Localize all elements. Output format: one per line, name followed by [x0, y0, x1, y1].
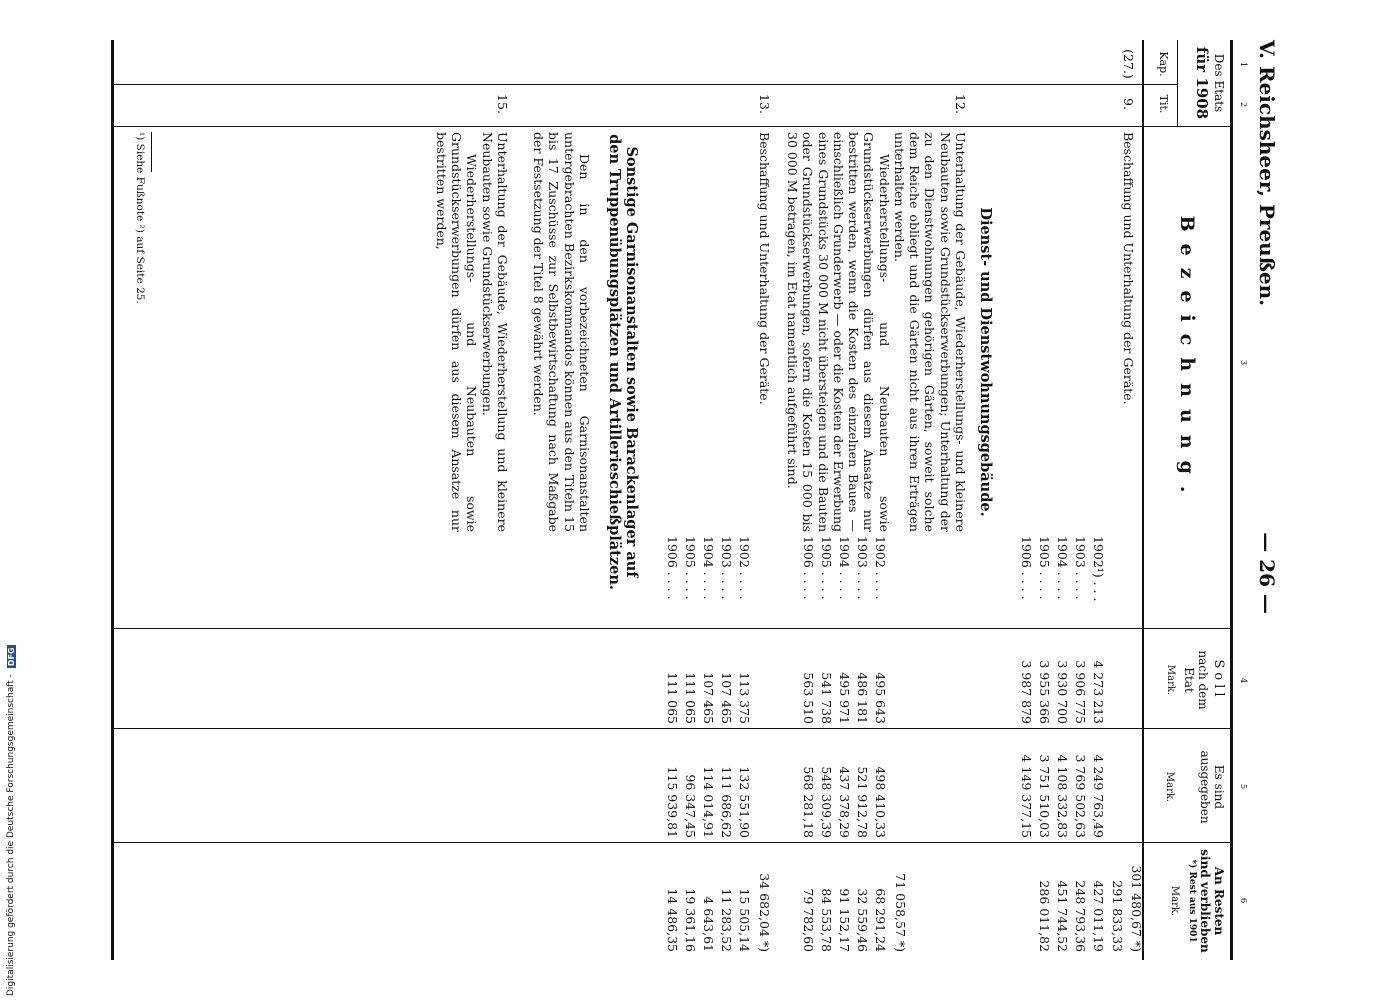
- rest-value: 34 682,04 *): [757, 873, 772, 952]
- header-etat-line: Des Etats: [1212, 53, 1226, 113]
- ausgegeben-value: 498 410,33: [873, 766, 888, 838]
- column-rule: [112, 84, 1178, 85]
- rest-value: 19 361,16: [683, 888, 698, 952]
- ausgegeben-value: 548 309,39: [819, 766, 834, 838]
- header-ausgegeben: [1163, 732, 1226, 842]
- year-label: 1903 . . . .: [1073, 536, 1088, 600]
- year-label: 1904 . . . .: [1055, 536, 1070, 600]
- lit-number: 9.: [1121, 98, 1136, 110]
- header-soll-line: nach dem: [1196, 650, 1211, 710]
- chapter-title: V. Reichsheer, Preußen.: [1255, 40, 1279, 307]
- ausgegeben-value: 3 751 510,03: [1037, 754, 1052, 838]
- column-number: 3: [1239, 360, 1248, 366]
- header-aus-line: ausgegeben: [1197, 750, 1212, 824]
- ausgegeben-value: 3 769 502,63: [1073, 754, 1088, 838]
- year-label: 1903 . . . .: [719, 536, 734, 600]
- footnote-rule: [151, 132, 152, 172]
- column-rule: [112, 842, 1233, 843]
- year-label: 1905 . . . .: [1037, 536, 1052, 600]
- year-label: 1902¹) . . .: [1091, 536, 1106, 602]
- column-numbers: [1236, 40, 1248, 960]
- ausgegeben-value: 132 551,90: [737, 766, 752, 838]
- header-bottom-rule: [1142, 40, 1144, 960]
- year-label: 1904 . . . .: [701, 536, 716, 600]
- row-description: Beschaffung und Unterhaltung der Geräte.: [757, 132, 772, 405]
- running-head: [1252, 40, 1282, 960]
- year-label: 1905 . . . .: [683, 536, 698, 600]
- ausgegeben-value: 4 108 332,83: [1055, 754, 1070, 838]
- row-description-text: Wiederherstellungs- und Neubauten sowie Grundstückserwerbungen dürfen aus diesem Ansatze nur bestritten werden, wenn die Kosten des einzelnen Baues — einschließlich Grunderwerb — oder die Kosten der Erwerbung eines Grundstücks 30 000 M nicht übersteigen und die Bauten oder Grundstückserwerbungen, sofern die Kosten 15 000 bis 30 000 M betragen, im Etat namentlich aufgeführt sind.: [785, 132, 892, 532]
- soll-value: 541 738: [819, 672, 834, 724]
- rest-value: 14 486,35: [665, 888, 680, 952]
- document-page: [100, 40, 1290, 980]
- soll-value: 113 375: [737, 672, 752, 724]
- rest-value: 427 011,19: [1091, 880, 1106, 952]
- soll-value: 495 971: [837, 672, 852, 724]
- lit-number: 15.: [495, 94, 510, 114]
- column-rule: [112, 126, 1233, 127]
- rest-value: 84 553,78: [819, 888, 834, 952]
- rest-value: 32 559,46: [855, 888, 870, 952]
- rest-value: 291 833,33: [1110, 880, 1125, 952]
- rest-value: 15 505,14: [737, 888, 752, 952]
- soll-value: 107 465: [719, 672, 734, 724]
- soll-value: 107 465: [701, 672, 716, 724]
- soll-value: 495 643: [873, 672, 888, 724]
- header-aus-unit: Mark.: [1164, 771, 1176, 803]
- row-description-text: Unterhaltung der Gebäude, Wiederherstellungs- und kleinere Neubauten sowie Grundstückserwerbungen; Unterhaltung der zu den Dienstwohnungen gehörigen Gärten, soweit solche dem Reiche obliegt und die Gärten nicht aus ihren Erträgen unterhalten werden.: [892, 132, 968, 532]
- soll-value: 3 930 700: [1055, 660, 1070, 724]
- row-description-text: Den in den vorbezeichneten Garnisonanstalten untergebrachten Bezirkskommandos können aus den Titeln 15 bis 17 Zuschüsse zur Selbstbewirtschaftung nach Maßgabe der Festsetzung der Titel 8 gewährt werden.: [531, 132, 592, 532]
- column-number: 6: [1239, 898, 1248, 904]
- column-number: 1: [1239, 62, 1248, 68]
- page-number: — 26 —: [1255, 532, 1279, 614]
- rest-value: 71 058,57 *): [893, 873, 908, 952]
- ausgegeben-value: 4 149 377,15: [1019, 754, 1034, 838]
- kap-number: (27.): [1121, 49, 1136, 79]
- table-header: [1144, 40, 1230, 960]
- ausgegeben-value: 4 249 763,49: [1091, 754, 1106, 838]
- ausgegeben-value: 568 281,18: [801, 766, 816, 838]
- soll-value: 3 906 775: [1073, 660, 1088, 724]
- ausgegeben-value: 437 378,29: [837, 766, 852, 838]
- ausgegeben-value: 111 686,62: [719, 766, 734, 838]
- dfg-logo: DFG: [6, 647, 16, 667]
- header-rest-line: An Resten: [1212, 866, 1226, 936]
- header-bezeichnung: Bezeichnung.: [1176, 215, 1198, 505]
- header-soll-line: Etat: [1182, 667, 1197, 693]
- column-rule: [112, 628, 1233, 629]
- row-description-text: Wiederherstellungs- und Neubauten sowie Grundstückserwerbungen dürfen aus diesem Ansatze nur bestritten werden,: [434, 132, 480, 532]
- rest-value: 301 480,67 *): [1129, 865, 1144, 952]
- soll-value: 486 181: [855, 672, 870, 724]
- rest-value: 91 152,17: [837, 888, 852, 952]
- header-etat: [1192, 44, 1226, 122]
- rest-value: 286 011,82: [1037, 880, 1052, 952]
- soll-value: 3 955 366: [1037, 660, 1052, 724]
- header-soll-line: Soll: [1211, 659, 1226, 701]
- soll-value: 563 510: [801, 672, 816, 724]
- year-label: 1903 . . . .: [855, 536, 870, 600]
- row-description: [434, 132, 510, 532]
- ausgegeben-value: 115 939,81: [665, 766, 680, 838]
- section-heading: Dienst- und Dienstwohnungsgebäude.: [977, 207, 994, 517]
- ausgegeben-value: 521 912,78: [855, 766, 870, 838]
- header-soll: [1164, 632, 1226, 728]
- header-rest-unit: Mark.: [1169, 885, 1181, 917]
- year-label: 1902 . . . .: [737, 536, 752, 600]
- header-reste: [1168, 846, 1226, 956]
- credit-text: Digitalisierung gefördert durch die Deutsche Forschungsgemeinschaft -: [6, 674, 16, 996]
- header-aus-line: Es sind: [1212, 764, 1226, 810]
- soll-value: 3 987 879: [1019, 660, 1034, 724]
- year-label: 1904 . . . .: [837, 536, 852, 600]
- rest-value: 79 782,60: [801, 888, 816, 952]
- soll-value: 111 065: [665, 672, 680, 724]
- ausgegeben-value: 96 347,45: [683, 774, 698, 838]
- lit-number: 12.: [953, 94, 968, 114]
- rest-value: 11 283,52: [719, 888, 734, 952]
- soll-value: 111 065: [683, 672, 698, 724]
- row-description-text: Unterhaltung der Gebäude, Wiederherstellung und kleinere Neubauten sowie Grundstückserwerbungen.: [479, 132, 510, 532]
- column-number: 4: [1239, 678, 1248, 684]
- header-lit: Tit.: [1157, 94, 1170, 114]
- table-bottom-rule: [111, 40, 114, 960]
- header-soll-unit: Mark.: [1164, 664, 1176, 696]
- year-label: 1906 . . . .: [665, 536, 680, 600]
- year-label: 1905 . . . .: [819, 536, 834, 600]
- year-label: 1902 . . . .: [873, 536, 888, 600]
- rest-value: 4 643,61: [701, 896, 716, 952]
- column-number: 2: [1239, 102, 1248, 108]
- header-kap: Kap.: [1157, 51, 1170, 77]
- column-number: 5: [1239, 784, 1248, 790]
- rest-value: 68 291,24: [873, 888, 888, 952]
- row-description: [531, 132, 592, 532]
- rest-value: 248 793,36: [1073, 880, 1088, 952]
- digitization-credit: [4, 606, 18, 996]
- soll-value: 4 273 213: [1091, 660, 1106, 724]
- year-label: 1906 . . . .: [801, 536, 816, 600]
- year-label: 1906 . . . .: [1019, 536, 1034, 600]
- row-description: Beschaffung und Unterhaltung der Geräte.: [1121, 132, 1136, 405]
- table-top-rule: [1230, 40, 1233, 960]
- footnote: ¹) Siehe Fußnote ²) auf Seite 25.: [134, 132, 146, 304]
- column-rule: [112, 728, 1233, 729]
- header-etat-year: für 1908: [1193, 46, 1211, 120]
- header-rest-line: sind verblieben: [1197, 849, 1212, 953]
- section-heading: Sonstige Garnisonanstalten sowie Barackenlager auf den Truppenübungsplätzen und Artillerieschießplätzen.: [605, 134, 640, 590]
- lit-number: 13.: [757, 94, 772, 114]
- ausgegeben-value: 114 014,91: [701, 766, 716, 838]
- rest-value: 451 744,52: [1055, 880, 1070, 952]
- header-rest-note: *) Rest aus 1901: [1187, 859, 1198, 943]
- row-description: [785, 132, 968, 532]
